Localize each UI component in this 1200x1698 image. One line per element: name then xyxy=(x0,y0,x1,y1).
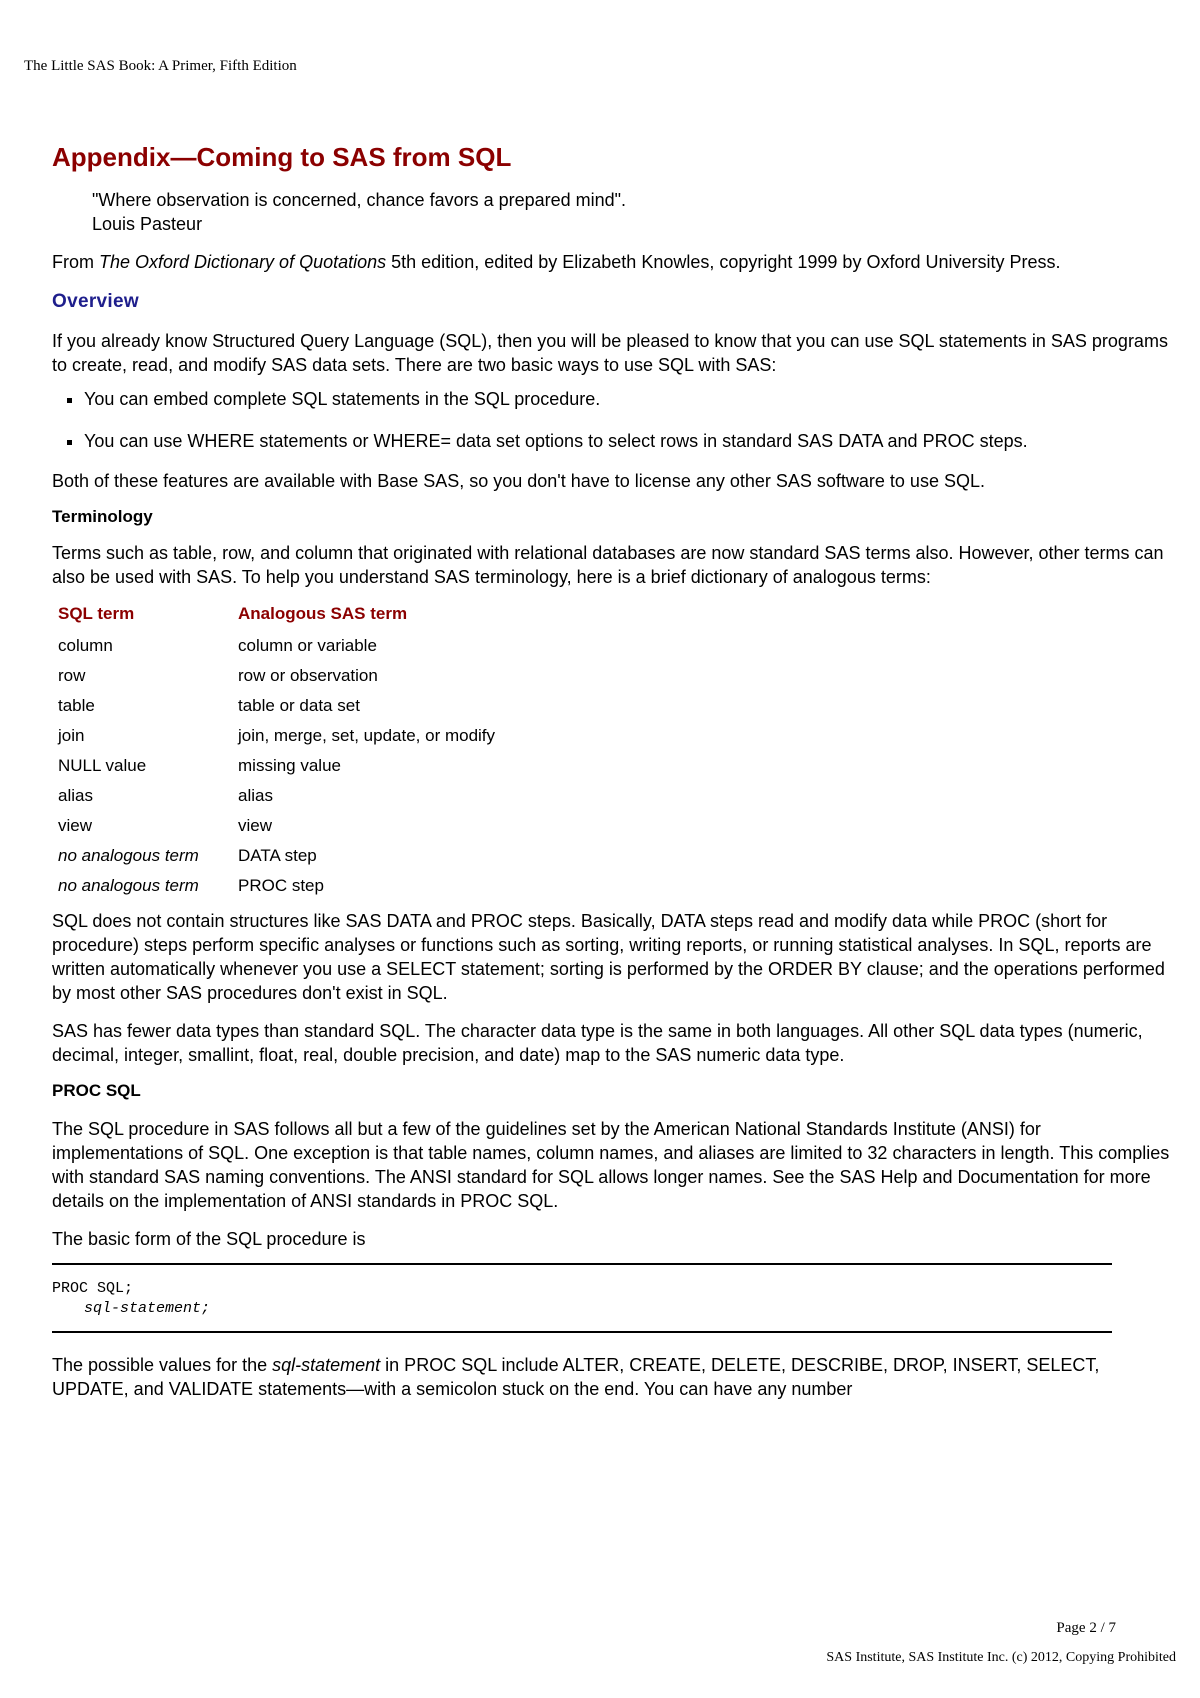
table-row xyxy=(52,631,501,661)
source-suffix: 5th edition, edited by Elizabeth Knowles, copyright 1999 by Oxford University Press. xyxy=(386,252,1061,272)
epigraph xyxy=(92,188,1172,236)
document-body xyxy=(52,140,1172,1401)
proc-sql-possible-values xyxy=(52,1353,1172,1401)
sas-term-cell: column or variable xyxy=(238,636,377,655)
overview-list xyxy=(52,387,1172,453)
overview-intro: If you already know Structured Query Language (SQL), then you will be pleased to know that you can use SQL statements in SAS programs to create, read, and modify SAS data sets. There are two basic ways to use SQL with SAS: xyxy=(52,331,1168,375)
possible-emphasis: sql-statement xyxy=(272,1355,381,1375)
terminology-para-1: SQL does not contain structures like SAS DATA and PROC steps. Basically, DATA steps read and modify data while PROC (short for procedure) steps perform specific analyses or functions such as sorting, writing reports, or running statistical analyses. In SQL, reports are written automatically whenever you use a SELECT statement; sorting is performed by the ORDER BY clause; and the operations performed by most other SAS procedures don't exist in SQL. xyxy=(52,911,1165,1003)
table-row xyxy=(52,721,501,751)
footer-copyright: SAS Institute, SAS Institute Inc. (c) 2012, Copying Prohibited xyxy=(826,1650,1176,1665)
code-block xyxy=(52,1263,1112,1333)
page-number: Page 2 / 7 xyxy=(1056,1620,1116,1636)
sql-term-cell: no analogous term xyxy=(58,876,199,895)
code-line: sql-statement; xyxy=(84,1300,211,1317)
page-title: Appendix—Coming to SAS from SQL xyxy=(52,142,512,172)
source-book-title: The Oxford Dictionary of Quotations xyxy=(99,252,387,272)
list-item: ▪ You can use WHERE statements or WHERE= data set options to select rows in standard SAS DATA and PROC steps. xyxy=(84,429,1172,453)
possible-suffix: in PROC SQL include ALTER, CREATE, DELETE, DESCRIBE, DROP, INSERT, SELECT, UPDATE, and VALIDATE statements—with a semicolon stuck on the end. You can have any number xyxy=(52,1355,1100,1399)
table-row xyxy=(52,691,501,721)
table-header-row xyxy=(52,603,501,631)
sas-term-cell: missing value xyxy=(238,756,341,775)
sql-term-cell: NULL value xyxy=(58,756,147,775)
table-row xyxy=(52,811,501,841)
terms-table xyxy=(52,603,501,901)
sas-term-cell: table or data set xyxy=(238,696,360,715)
quotation-source xyxy=(52,250,1172,274)
source-prefix: From xyxy=(52,252,99,272)
sas-term-cell: DATA step xyxy=(238,846,317,865)
possible-prefix: The possible values for the xyxy=(52,1355,273,1375)
table-row xyxy=(52,841,501,871)
sql-term-cell: column xyxy=(58,636,113,655)
overview-both: Both of these features are available with Base SAS, so you don't have to license any other SAS software to use SQL. xyxy=(52,471,985,491)
sas-term-cell: PROC step xyxy=(238,876,324,895)
table-row xyxy=(52,751,501,781)
sas-term-cell: row or observation xyxy=(238,666,378,685)
column-header-sql-term: SQL term xyxy=(58,604,135,623)
sql-term-cell: view xyxy=(58,816,93,835)
proc-sql-basic-form: The basic form of the SQL procedure is xyxy=(52,1229,366,1249)
table-row xyxy=(52,781,501,811)
terminology-para-2: SAS has fewer data types than standard SQL. The character data type is the same in both languages. All other SQL data types (numeric, decimal, integer, smallint, float, real, double precision, and date) map to the SAS numeric data type. xyxy=(52,1021,1143,1065)
proc-sql-heading: PROC SQL xyxy=(52,1081,141,1100)
sas-term-cell: alias xyxy=(238,786,273,805)
list-item: ▪ You can embed complete SQL statements in the SQL procedure. xyxy=(84,387,1172,411)
column-header-sas-term: Analogous SAS term xyxy=(238,604,408,623)
sql-term-cell: no analogous term xyxy=(58,846,199,865)
sql-term-cell: join xyxy=(58,726,85,745)
epigraph-quote: "Where observation is concerned, chance favors a prepared mind". xyxy=(92,190,627,210)
running-header: The Little SAS Book: A Primer, Fifth Edition xyxy=(24,58,297,74)
sql-term-cell: table xyxy=(58,696,95,715)
sql-term-cell: row xyxy=(58,666,86,685)
proc-sql-para-1: The SQL procedure in SAS follows all but a few of the guidelines set by the American National Standards Institute (ANSI) for implementations of SQL. One exception is that table names, column names, and aliases are limited to 32 characters in length. This complies with standard SAS naming conventions. The ANSI standard for SQL allows longer names. See the SAS Help and Documentation for more details on the implementation of ANSI standards in PROC SQL. xyxy=(52,1119,1170,1211)
epigraph-author: Louis Pasteur xyxy=(92,214,203,234)
sas-term-cell: join, merge, set, update, or modify xyxy=(238,726,496,745)
table-row xyxy=(52,871,501,901)
terminology-heading: Terminology xyxy=(52,507,153,526)
terminology-intro: Terms such as table, row, and column that originated with relational databases are now standard SAS terms also. However, other terms can also be used with SAS. To help you understand SAS terminology, here is a brief dictionary of analogous terms: xyxy=(52,543,1164,587)
sas-term-cell: view xyxy=(238,816,273,835)
table-row xyxy=(52,661,501,691)
sql-term-cell: alias xyxy=(58,786,93,805)
code-line: PROC SQL; xyxy=(52,1280,134,1297)
overview-heading: Overview xyxy=(52,291,139,312)
